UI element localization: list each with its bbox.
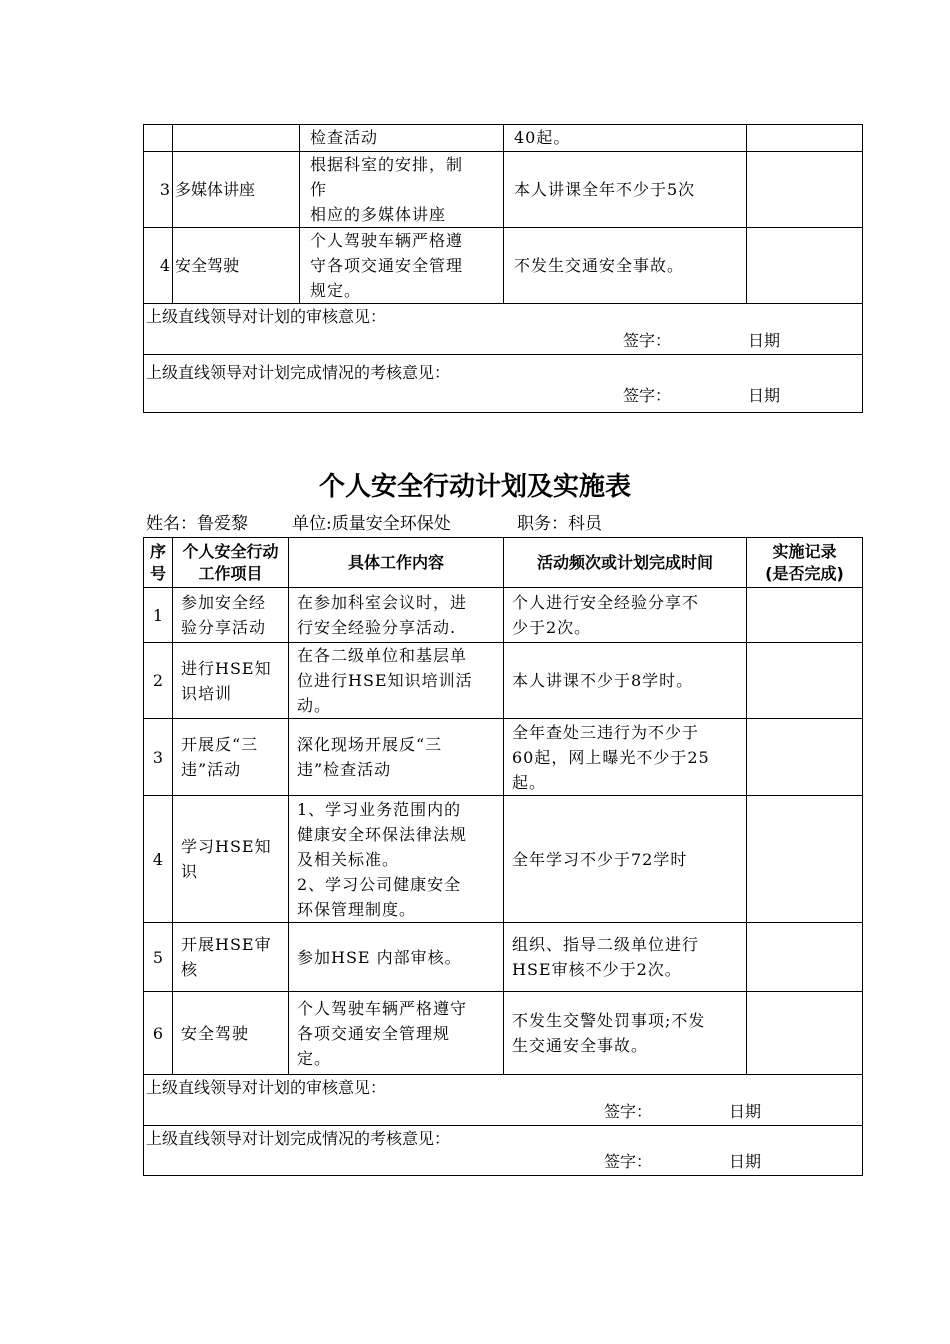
top-table (143, 124, 863, 413)
review-plan-sign: 签字： (623, 331, 672, 350)
table-row (144, 643, 863, 719)
review-plan-sign: 签字： (604, 1102, 653, 1121)
review-done-date: 日期 (748, 386, 781, 405)
review-plan-label: 上级直线领导对计划的审核意见： (146, 307, 387, 326)
work-content: 在参加科室会议时，进 行安全经验分享活动. (289, 588, 504, 643)
table-row (144, 228, 863, 304)
review-done-cell (144, 355, 863, 413)
work-goal: 本人讲课全年不少于5次 (504, 152, 747, 228)
row-number: 2 (144, 643, 173, 719)
work-item: 开展HSE审 核 (173, 923, 289, 992)
table-row (144, 152, 863, 228)
work-item: 进行HSE知 识培训 (173, 643, 289, 719)
work-content: 个人驾驶车辆严格遵守 各项交通安全管理规 定。 (289, 992, 504, 1075)
work-item (173, 125, 300, 152)
review-plan-row (144, 304, 863, 355)
work-goal: 40起。 (504, 125, 747, 152)
record-cell (747, 152, 863, 228)
work-content: 1、学习业务范围内的 健康安全环保法律法规 及相关标准。 2、学习公司健康安全 环保管理制度。 (289, 796, 504, 923)
record-cell (747, 719, 863, 796)
work-freq: 个人进行安全经验分享不 少于2次。 (504, 588, 747, 643)
review-done-row (144, 355, 863, 413)
info-line (146, 513, 602, 535)
name-field: 姓名：鲁爱黎 (146, 514, 248, 534)
review-done-date: 日期 (729, 1152, 762, 1171)
work-freq: 全年学习不少于72学时 (504, 796, 747, 923)
review-done-cell (144, 1126, 863, 1176)
record-cell (747, 992, 863, 1075)
row-number: 4 (144, 796, 173, 923)
table-row (144, 125, 863, 152)
row-number: 3 (144, 152, 173, 228)
table-row (144, 992, 863, 1075)
review-plan-cell (144, 1075, 863, 1126)
work-item: 开展反“三 违”活动 (173, 719, 289, 796)
work-content: 在各二级单位和基层单 位进行HSE知识培训活 动。 (289, 643, 504, 719)
work-content: 根据科室的安排，制 作 相应的多媒体讲座 (300, 152, 504, 228)
review-plan-date: 日期 (748, 331, 781, 350)
row-number: 3 (144, 719, 173, 796)
work-item: 多媒体讲座 (173, 152, 300, 228)
work-item: 参加安全经 验分享活动 (173, 588, 289, 643)
record-cell (747, 796, 863, 923)
review-plan-label: 上级直线领导对计划的审核意见： (146, 1078, 387, 1097)
review-plan-date: 日期 (729, 1102, 762, 1121)
review-plan-row (144, 1075, 863, 1126)
page-title: 个人安全行动计划及实施表 (318, 472, 631, 502)
table-row (144, 588, 863, 643)
work-content: 参加HSE 内部审核。 (289, 923, 504, 992)
review-done-sign: 签字： (623, 386, 672, 405)
work-content: 检查活动 (300, 125, 504, 152)
table-row (144, 796, 863, 923)
record-cell (747, 588, 863, 643)
row-number: 1 (144, 588, 173, 643)
work-freq: 全年查处三违行为不少于 60起，网上曝光不少于25 起。 (504, 719, 747, 796)
record-cell (747, 643, 863, 719)
table-row (144, 923, 863, 992)
work-item: 学习HSE知 识 (173, 796, 289, 923)
work-freq: 本人讲课不少于8学时。 (504, 643, 747, 719)
row-number: 5 (144, 923, 173, 992)
work-freq: 不发生交警处罚事项;不发 生交通安全事故。 (504, 992, 747, 1075)
review-done-label: 上级直线领导对计划完成情况的考核意见： (146, 363, 451, 382)
row-number (144, 125, 173, 152)
main-table (143, 537, 863, 1176)
header-freq: 活动频次或计划完成时间 (504, 538, 747, 588)
review-plan-cell (144, 304, 863, 355)
review-done-label: 上级直线领导对计划完成情况的考核意见： (146, 1129, 451, 1148)
work-goal: 不发生交通安全事故。 (504, 228, 747, 304)
review-done-sign: 签字： (604, 1152, 653, 1171)
review-done-row (144, 1126, 863, 1176)
record-cell (747, 125, 863, 152)
table-row (144, 719, 863, 796)
record-cell (747, 228, 863, 304)
work-content: 深化现场开展反“三 违”检查活动 (289, 719, 504, 796)
work-item: 安全驾驶 (173, 228, 300, 304)
record-cell (747, 923, 863, 992)
work-freq: 组织、指导二级单位进行 HSE审核不少于2次。 (504, 923, 747, 992)
work-content: 个人驾驶车辆严格遵 守各项交通安全管理 规定。 (300, 228, 504, 304)
row-number: 6 (144, 992, 173, 1075)
header-no: 序 号 (144, 538, 173, 588)
header-item: 个人安全行动 工作项目 (173, 538, 289, 588)
header-content: 具体工作内容 (289, 538, 504, 588)
header-row (144, 538, 863, 588)
row-number: 4 (144, 228, 173, 304)
unit-field: 单位:质量安全环保处 (292, 514, 451, 534)
work-item: 安全驾驶 (173, 992, 289, 1075)
header-record: 实施记录 (是否完成) (747, 538, 863, 588)
position-field: 职务：科员 (517, 514, 602, 534)
